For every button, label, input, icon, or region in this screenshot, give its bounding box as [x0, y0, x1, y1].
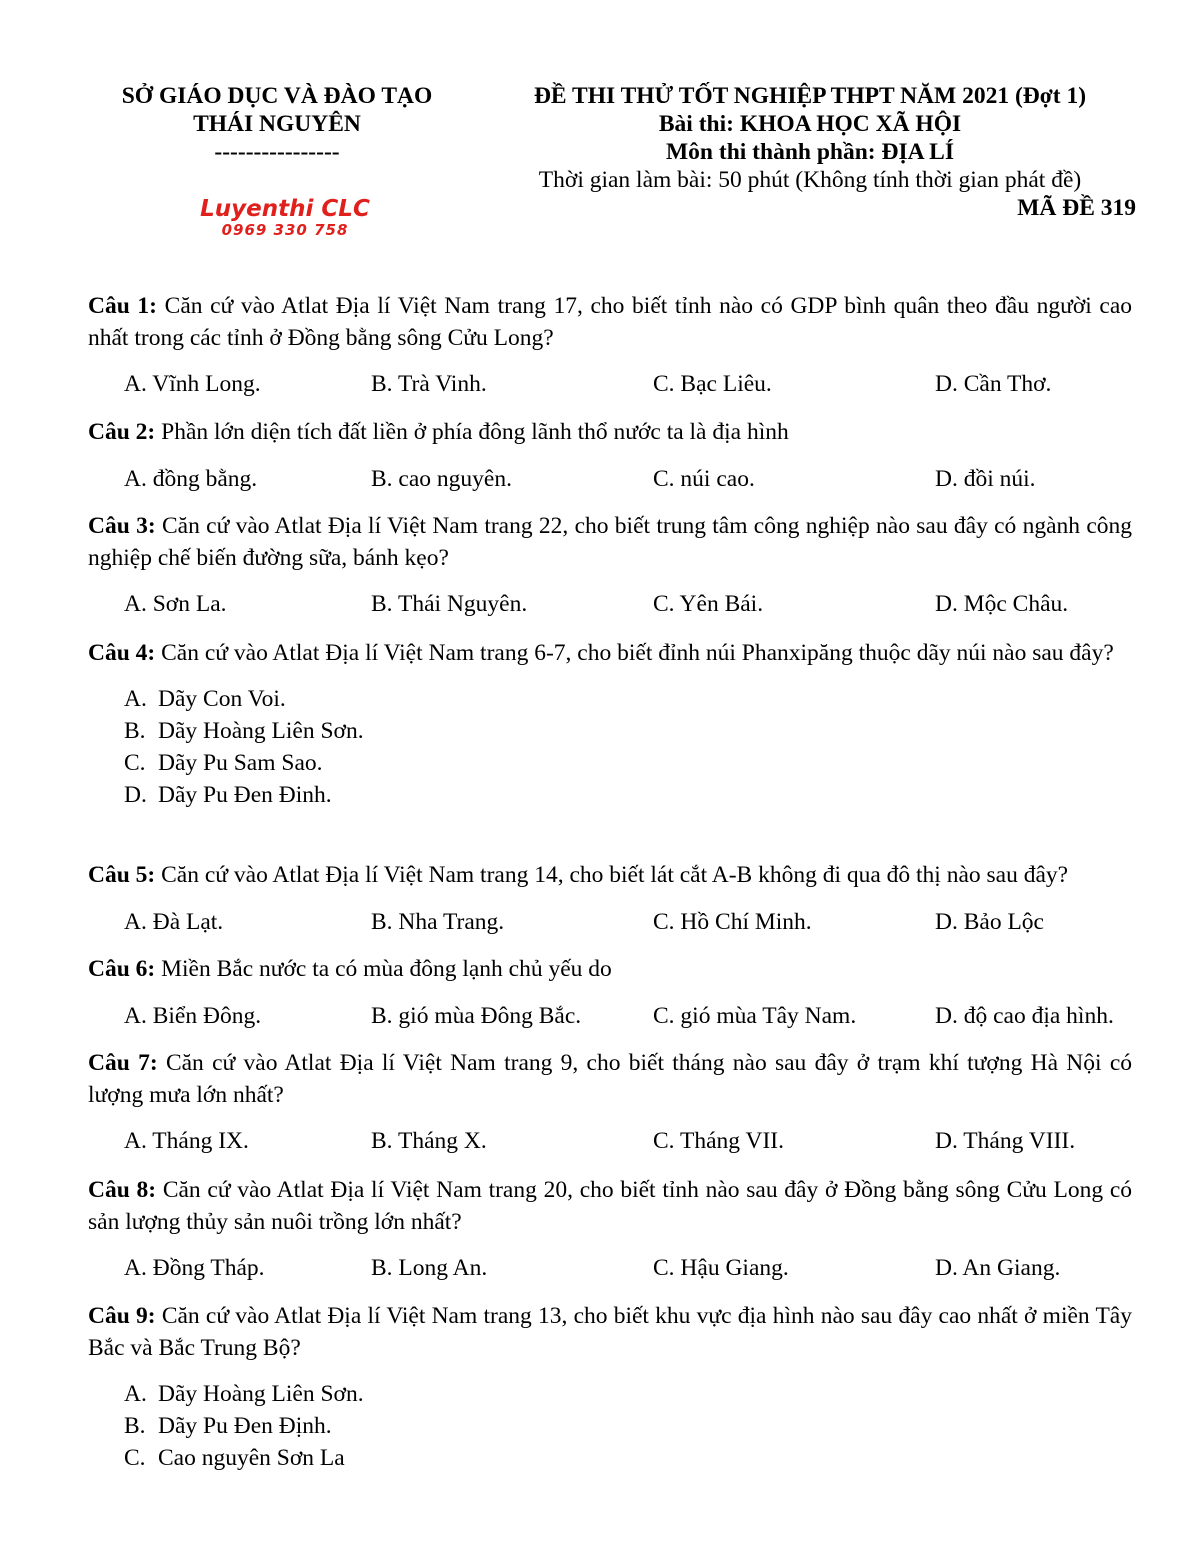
answer-options [88, 1252, 1132, 1284]
exam-subject: Môn thi thành phần: ĐỊA LÍ [666, 139, 954, 165]
option-d[interactable]: D. độ cao địa hình. [935, 1003, 1114, 1029]
question-stem [88, 637, 1132, 669]
option-a[interactable]: A. Biển Đông. [124, 1003, 262, 1029]
question-text: Căn cứ vào Atlat Địa lí Việt Nam trang 9, cho biết tháng nào sau đây ở trạm khí tượng Hà Nội có lượng mưa lớn nhất? [88, 1050, 1132, 1108]
department-name: SỞ GIÁO DỤC VÀ ĐÀO TẠO [121, 83, 433, 109]
question-label: Câu 3: [88, 513, 156, 539]
option-b[interactable]: B. Thái Nguyên. [371, 591, 528, 617]
option-a[interactable]: A. Đà Lạt. [124, 909, 224, 935]
option-c[interactable]: C. Dãy Pu Sam Sao. [124, 750, 323, 776]
option-a[interactable]: A. đồng bằng. [124, 466, 258, 492]
question-1 [88, 290, 1132, 400]
option-c[interactable]: C. Yên Bái. [653, 591, 764, 617]
province-name: THÁI NGUYÊN [193, 111, 361, 137]
question-label: Câu 4: [88, 640, 156, 666]
exam-code: MÃ ĐỀ 319 [1017, 195, 1136, 221]
option-c[interactable]: C. Cao nguyên Sơn La [124, 1445, 345, 1471]
option-b[interactable]: B. cao nguyên. [371, 466, 512, 492]
option-c[interactable]: C. gió mùa Tây Nam. [653, 1003, 857, 1029]
question-label: Câu 5: [88, 862, 156, 888]
question-label: Câu 1: [88, 293, 157, 319]
question-stem [88, 1047, 1132, 1111]
option-a[interactable]: A. Dãy Con Voi. [124, 686, 286, 712]
question-6 [88, 953, 1132, 1032]
question-label: Câu 7: [88, 1050, 158, 1076]
question-text: Căn cứ vào Atlat Địa lí Việt Nam trang 14, cho biết lát cắt A-B không đi qua đô thị nào sau đây? [161, 862, 1069, 888]
question-stem [88, 290, 1132, 354]
question-5 [88, 859, 1132, 938]
option-a[interactable]: A. Tháng IX. [124, 1128, 249, 1154]
question-stem [88, 859, 1132, 891]
question-stem [88, 1174, 1132, 1238]
question-text: Căn cứ vào Atlat Địa lí Việt Nam trang 6-7, cho biết đỉnh núi Phanxipăng thuộc dãy núi nào sau đây? [161, 640, 1114, 666]
answer-options [88, 1000, 1132, 1032]
question-9 [88, 1300, 1132, 1474]
question-label: Câu 6: [88, 956, 156, 982]
question-text: Miền Bắc nước ta có mùa đông lạnh chủ yếu do [161, 956, 612, 982]
school-header [88, 82, 466, 166]
answer-options [88, 588, 1132, 620]
option-c[interactable]: C. núi cao. [653, 466, 755, 492]
option-b[interactable]: B. Dãy Hoàng Liên Sơn. [124, 718, 364, 744]
option-d[interactable]: D. Bảo Lộc [935, 909, 1044, 935]
exam-header [480, 82, 1140, 222]
option-a[interactable]: A. Vĩnh Long. [124, 371, 261, 397]
option-d[interactable]: D. An Giang. [935, 1255, 1061, 1281]
question-7 [88, 1047, 1132, 1157]
question-label: Câu 8: [88, 1177, 157, 1203]
option-b[interactable]: B. Tháng X. [371, 1128, 487, 1154]
question-8 [88, 1174, 1132, 1284]
option-b[interactable]: B. Dãy Pu Đen Định. [124, 1413, 332, 1439]
question-text: Căn cứ vào Atlat Địa lí Việt Nam trang 13, cho biết khu vực địa hình nào sau đây cao nhất ở miền Tây Bắc và Bắc Trung Bộ? [88, 1303, 1132, 1361]
option-d[interactable]: D. đồi núi. [935, 466, 1036, 492]
answer-options [88, 1125, 1132, 1157]
question-text: Căn cứ vào Atlat Địa lí Việt Nam trang 20, cho biết tỉnh nào sau đây ở Đồng bằng sông Cửu Long có sản lượng thủy sản nuôi trồng lớn nhất? [88, 1177, 1132, 1235]
exam-time: Thời gian làm bài: 50 phút (Không tính thời gian phát đề) [538, 167, 1082, 193]
option-a[interactable]: A. Đồng Tháp. [124, 1255, 265, 1281]
question-stem [88, 510, 1132, 574]
question-text: Căn cứ vào Atlat Địa lí Việt Nam trang 17, cho biết tỉnh nào có GDP bình quân theo đầu người cao nhất trong các tỉnh ở Đồng bằng sông Cửu Long? [88, 293, 1133, 351]
logo-phone: 0969 330 758 [221, 221, 349, 239]
answer-options [88, 1378, 1132, 1474]
question-text: Phần lớn diện tích đất liền ở phía đông lãnh thổ nước ta là địa hình [161, 419, 789, 445]
option-b[interactable]: B. Long An. [371, 1255, 488, 1281]
exam-title: ĐỀ THI THỬ TỐT NGHIỆP THPT NĂM 2021 (Đợt 1) [533, 83, 1087, 109]
option-d[interactable]: D. Mộc Châu. [935, 591, 1069, 617]
option-b[interactable]: B. gió mùa Đông Bắc. [371, 1003, 582, 1029]
option-c[interactable]: C. Bạc Liêu. [653, 371, 772, 397]
logo-name: Luyenthi CLC [200, 196, 370, 222]
option-a[interactable]: A. Sơn La. [124, 591, 227, 617]
option-d[interactable]: D. Dãy Pu Đen Đinh. [124, 782, 332, 808]
option-d[interactable]: D. Cần Thơ. [935, 371, 1052, 397]
brand-logo [165, 196, 405, 244]
header-divider: ---------------- [214, 139, 340, 165]
question-4 [88, 637, 1132, 811]
question-label: Câu 9: [88, 1303, 156, 1329]
question-3 [88, 510, 1132, 620]
option-d[interactable]: D. Tháng VIII. [935, 1128, 1076, 1154]
option-b[interactable]: B. Nha Trang. [371, 909, 505, 935]
question-stem [88, 416, 1132, 448]
question-text: Căn cứ vào Atlat Địa lí Việt Nam trang 22, cho biết trung tâm công nghiệp nào sau đây có ngành công nghiệp chế biến đường sữa, bánh kẹo? [88, 513, 1133, 571]
answer-options [88, 368, 1132, 400]
option-c[interactable]: C. Hậu Giang. [653, 1255, 789, 1281]
question-label: Câu 2: [88, 419, 156, 445]
answer-options [88, 683, 1132, 811]
option-c[interactable]: C. Hồ Chí Minh. [653, 909, 812, 935]
option-b[interactable]: B. Trà Vinh. [371, 371, 487, 397]
answer-options [88, 906, 1132, 938]
exam-name: Bài thi: KHOA HỌC XÃ HỘI [658, 111, 962, 137]
option-a[interactable]: A. Dãy Hoàng Liên Sơn. [124, 1381, 364, 1407]
answer-options [88, 463, 1132, 495]
question-stem [88, 953, 1132, 985]
question-stem [88, 1300, 1132, 1364]
option-c[interactable]: C. Tháng VII. [653, 1128, 784, 1154]
question-2 [88, 416, 1132, 495]
